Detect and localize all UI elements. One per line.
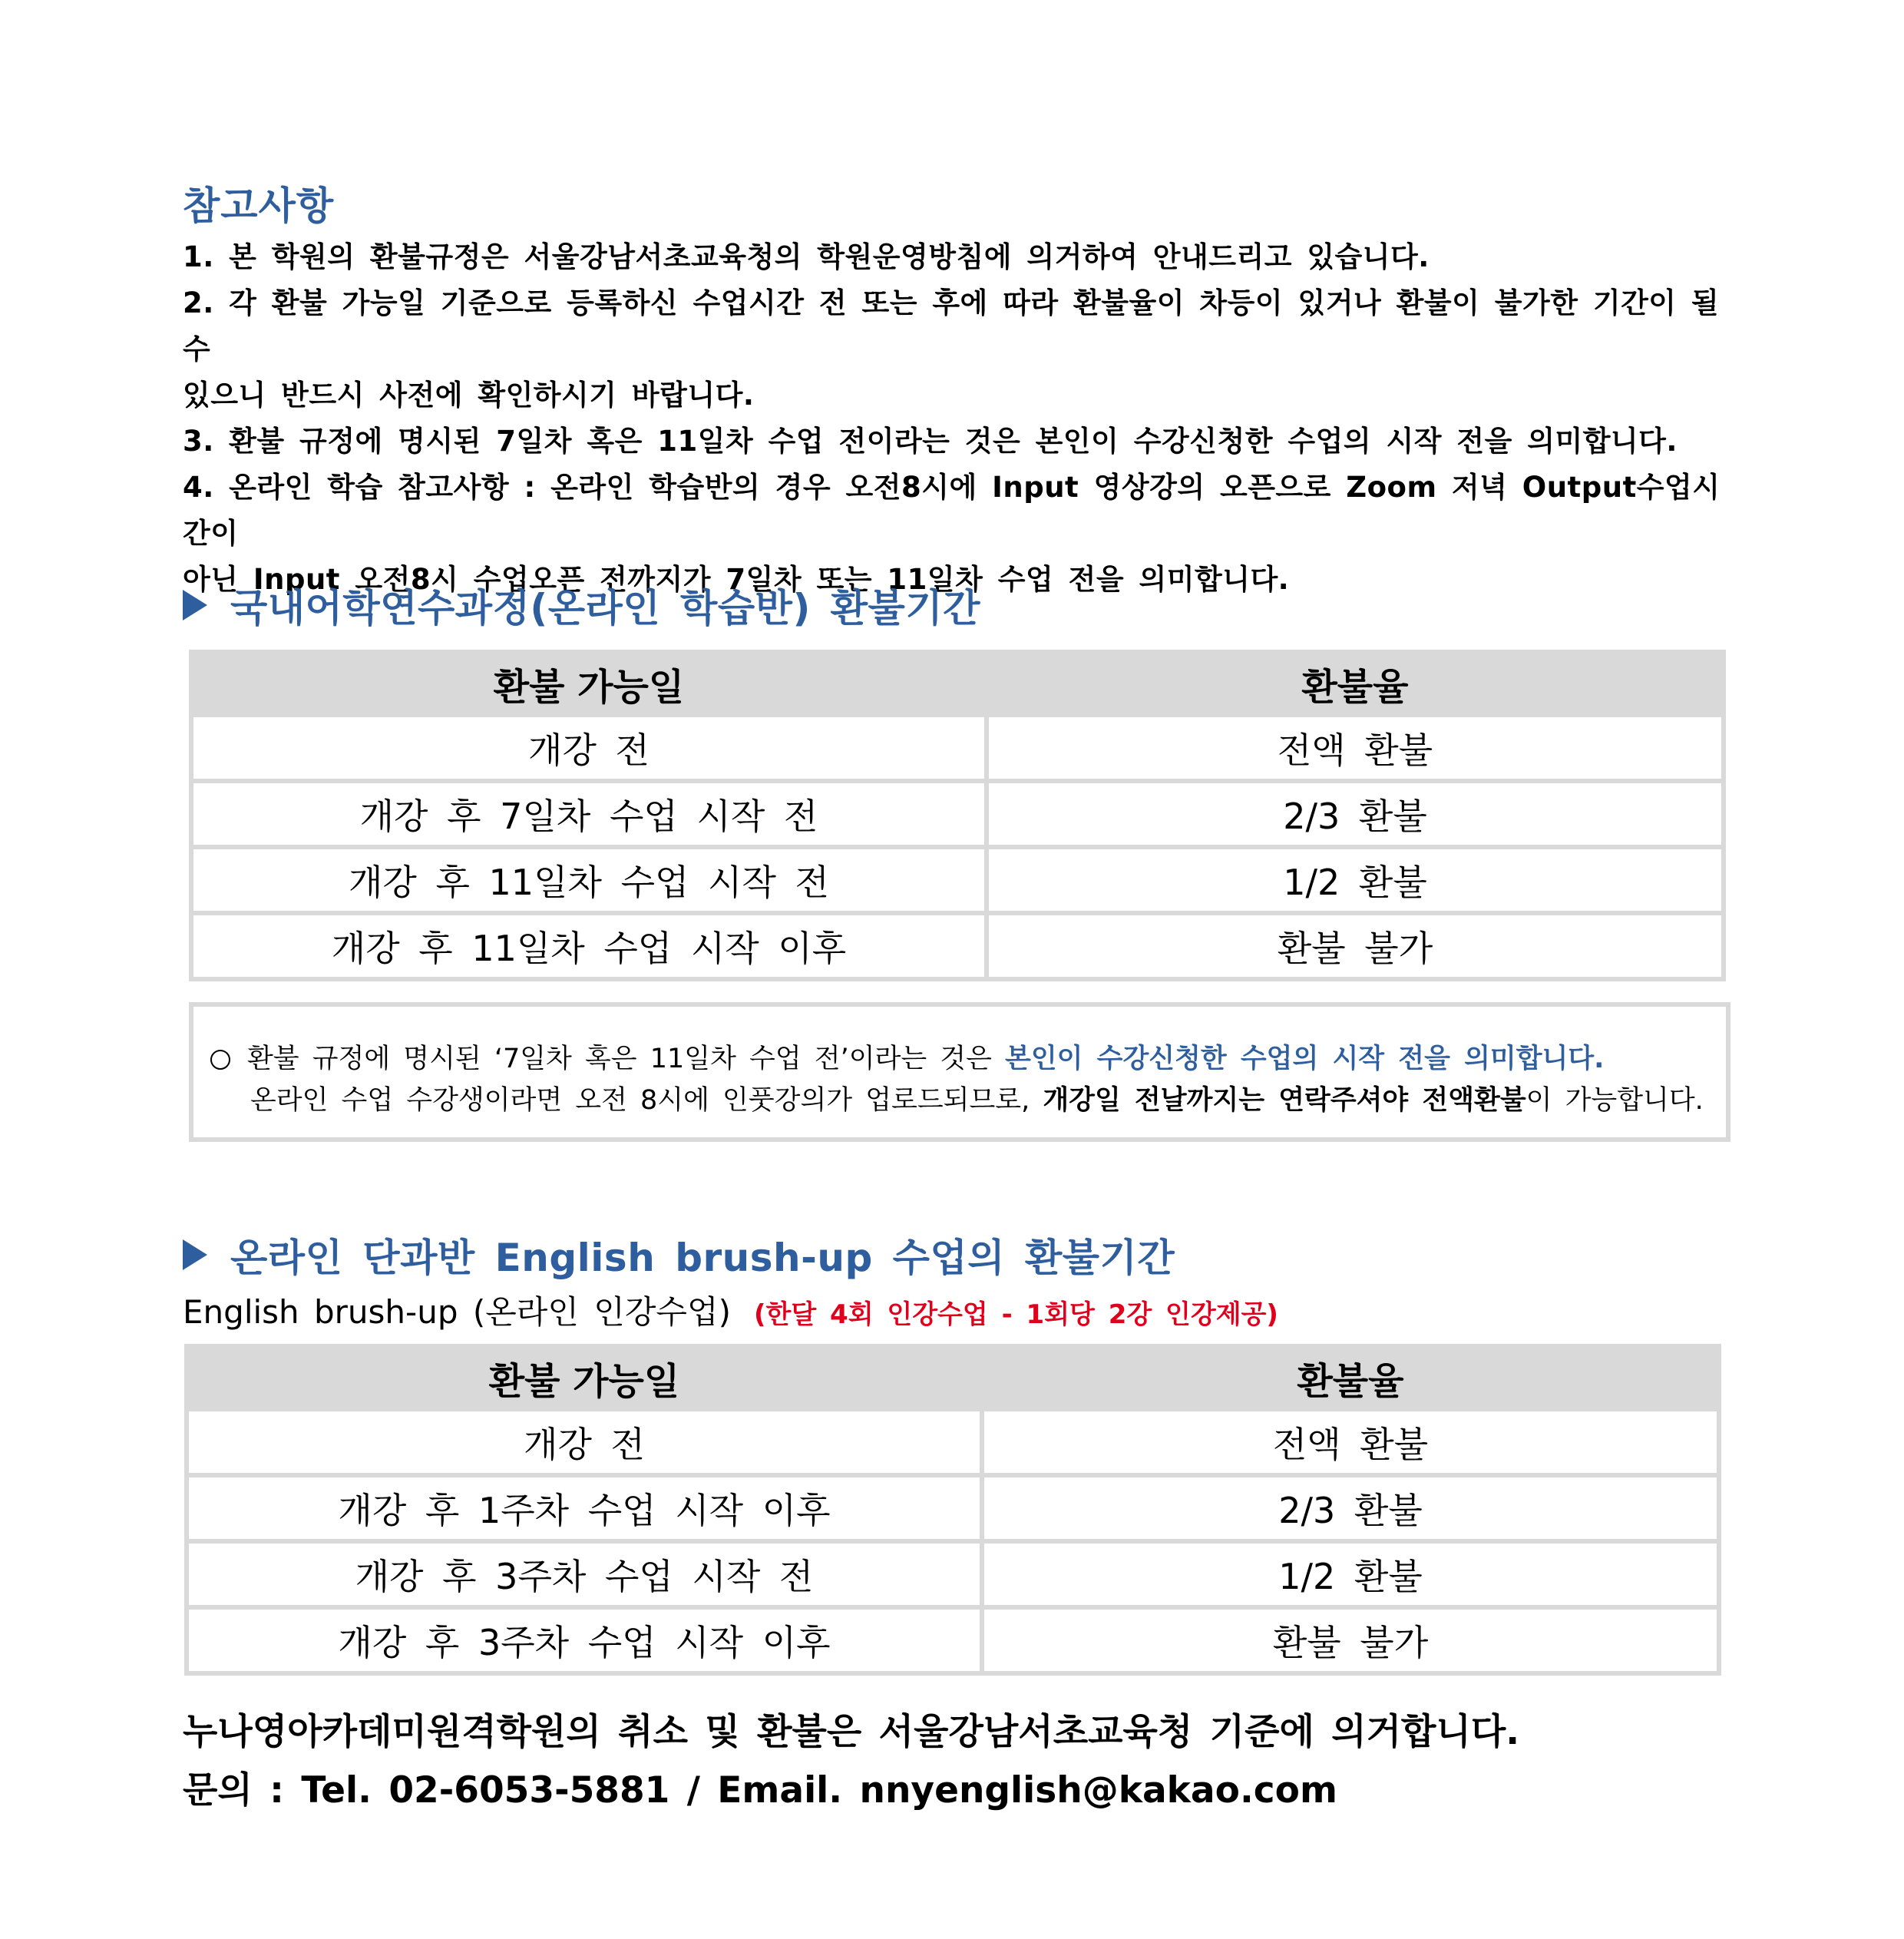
table-header-row [189, 1348, 1717, 1407]
refund-rate-cell: 1/2 환불 [989, 849, 1721, 911]
refund-date-cell: 개강 전 [189, 1411, 980, 1473]
notes-title: 참고사항 [183, 184, 335, 228]
refund-date-cell: 개강 후 1주차 수업 시작 이후 [189, 1477, 980, 1539]
section1-refund-table [189, 650, 1726, 981]
note-box-line-1 [210, 1037, 1604, 1076]
section2-subtitle [183, 1287, 1278, 1333]
footer-statement: 누나영아카데미원격학원의 취소 및 환불은 서울강남서초교육청 기준에 의거합니다. [183, 1711, 1520, 1753]
refund-rate-cell: 환불 불가 [984, 1610, 1717, 1671]
note-box-highlight: 본인이 수강신청한 수업의 시작 전을 의미합니다. [1005, 1044, 1605, 1074]
table-header-row [193, 654, 1721, 713]
note-line-2-cont: 있으니 반드시 사전에 확인하시기 바랍니다. [183, 379, 755, 412]
note-line-3: 3. 환불 규정에 명시된 7일차 혹은 11일차 수업 전이라는 것은 본인이 수강신청한 수업의 시작 전을 의미합니다. [183, 425, 1678, 458]
refund-date-cell: 개강 후 3주차 수업 시작 전 [189, 1544, 980, 1605]
column-header-refund-rate: 환불율 [984, 1348, 1717, 1407]
note-line-2: 2. 각 환불 가능일 기준으로 등록하신 수업시간 전 또는 후에 따라 환불율이 차등이 있거나 환불이 불가한 기간이 될 수 [183, 286, 1720, 366]
refund-rate-cell: 전액 환불 [984, 1411, 1717, 1473]
section2-heading-text: 온라인 단과반 English brush-up 수업의 환불기간 [230, 1236, 1175, 1280]
refund-date-cell: 개강 후 11일차 수업 시작 전 [193, 849, 984, 911]
table-row [193, 915, 1721, 977]
section2-heading [183, 1227, 1175, 1282]
table-row [193, 783, 1721, 845]
section1-note-box [189, 1002, 1730, 1142]
refund-rate-cell: 전액 환불 [989, 717, 1721, 779]
note-line-1: 1. 본 학원의 환불규정은 서울강남서초교육청의 학원운영방침에 의거하여 안내드리고 있습니다. [183, 240, 1430, 273]
subtitle-text: English brush-up (온라인 인강수업) [183, 1293, 731, 1331]
table-row [189, 1477, 1717, 1539]
note-box-line-2-text: 온라인 수업 수강생이라면 오전 8시에 인풋강의가 업로드되므로, [250, 1085, 1043, 1116]
section1-heading-text: 국내어학연수과정(온라인 학습반) 환불기간 [230, 586, 980, 630]
triangle-bullet-icon [183, 590, 207, 620]
footer-contact: 문의 : Tel. 02-6053-5881 / Email. nnyenglish@kakao.com [183, 1769, 1337, 1812]
refund-rate-cell: 2/3 환불 [989, 783, 1721, 845]
column-header-refund-date: 환불 가능일 [189, 1348, 980, 1407]
table-row [193, 717, 1721, 779]
note-box-bold-text: 개강일 전날까지는 연락주셔야 전액환불 [1043, 1085, 1526, 1116]
refund-rate-cell: 환불 불가 [989, 915, 1721, 977]
circle-bullet-icon [210, 1050, 230, 1070]
table-row [189, 1544, 1717, 1605]
note-box-line-2 [250, 1079, 1704, 1117]
refund-rate-cell: 1/2 환불 [984, 1544, 1717, 1605]
note-line-4-cont: 아닌 Input 오전8시 수업오픈 전까지가 7일차 또는 11일차 수업 전을 의미합니다. [183, 563, 1290, 596]
table-row [189, 1411, 1717, 1473]
table-row [189, 1610, 1717, 1671]
note-line-4: 4. 온라인 학습 참고사항 : 온라인 학습반의 경우 오전8시에 Input 영상강의 오픈으로 Zoom 저녁 Output수업시간이 [183, 471, 1721, 550]
refund-date-cell: 개강 후 3주차 수업 시작 이후 [189, 1610, 980, 1671]
section1-heading [183, 577, 980, 633]
column-header-refund-date: 환불 가능일 [193, 654, 984, 713]
refund-date-cell: 개강 후 11일차 수업 시작 이후 [193, 915, 984, 977]
subtitle-red-note: (한달 4회 인강수업 - 1회당 2강 인강제공) [753, 1299, 1278, 1330]
triangle-bullet-icon [183, 1239, 207, 1270]
note-box-line-1-text: 환불 규정에 명시된 ‘7일차 혹은 11일차 수업 전’이라는 것은 [247, 1044, 1006, 1074]
column-header-refund-rate: 환불율 [989, 654, 1721, 713]
notes-list [183, 234, 1734, 603]
section2-refund-table [184, 1344, 1721, 1676]
refund-rate-cell: 2/3 환불 [984, 1477, 1717, 1539]
refund-date-cell: 개강 후 7일차 수업 시작 전 [193, 783, 984, 845]
refund-date-cell: 개강 전 [193, 717, 984, 779]
note-box-line-2-end: 이 가능합니다. [1526, 1085, 1704, 1116]
table-row [193, 849, 1721, 911]
